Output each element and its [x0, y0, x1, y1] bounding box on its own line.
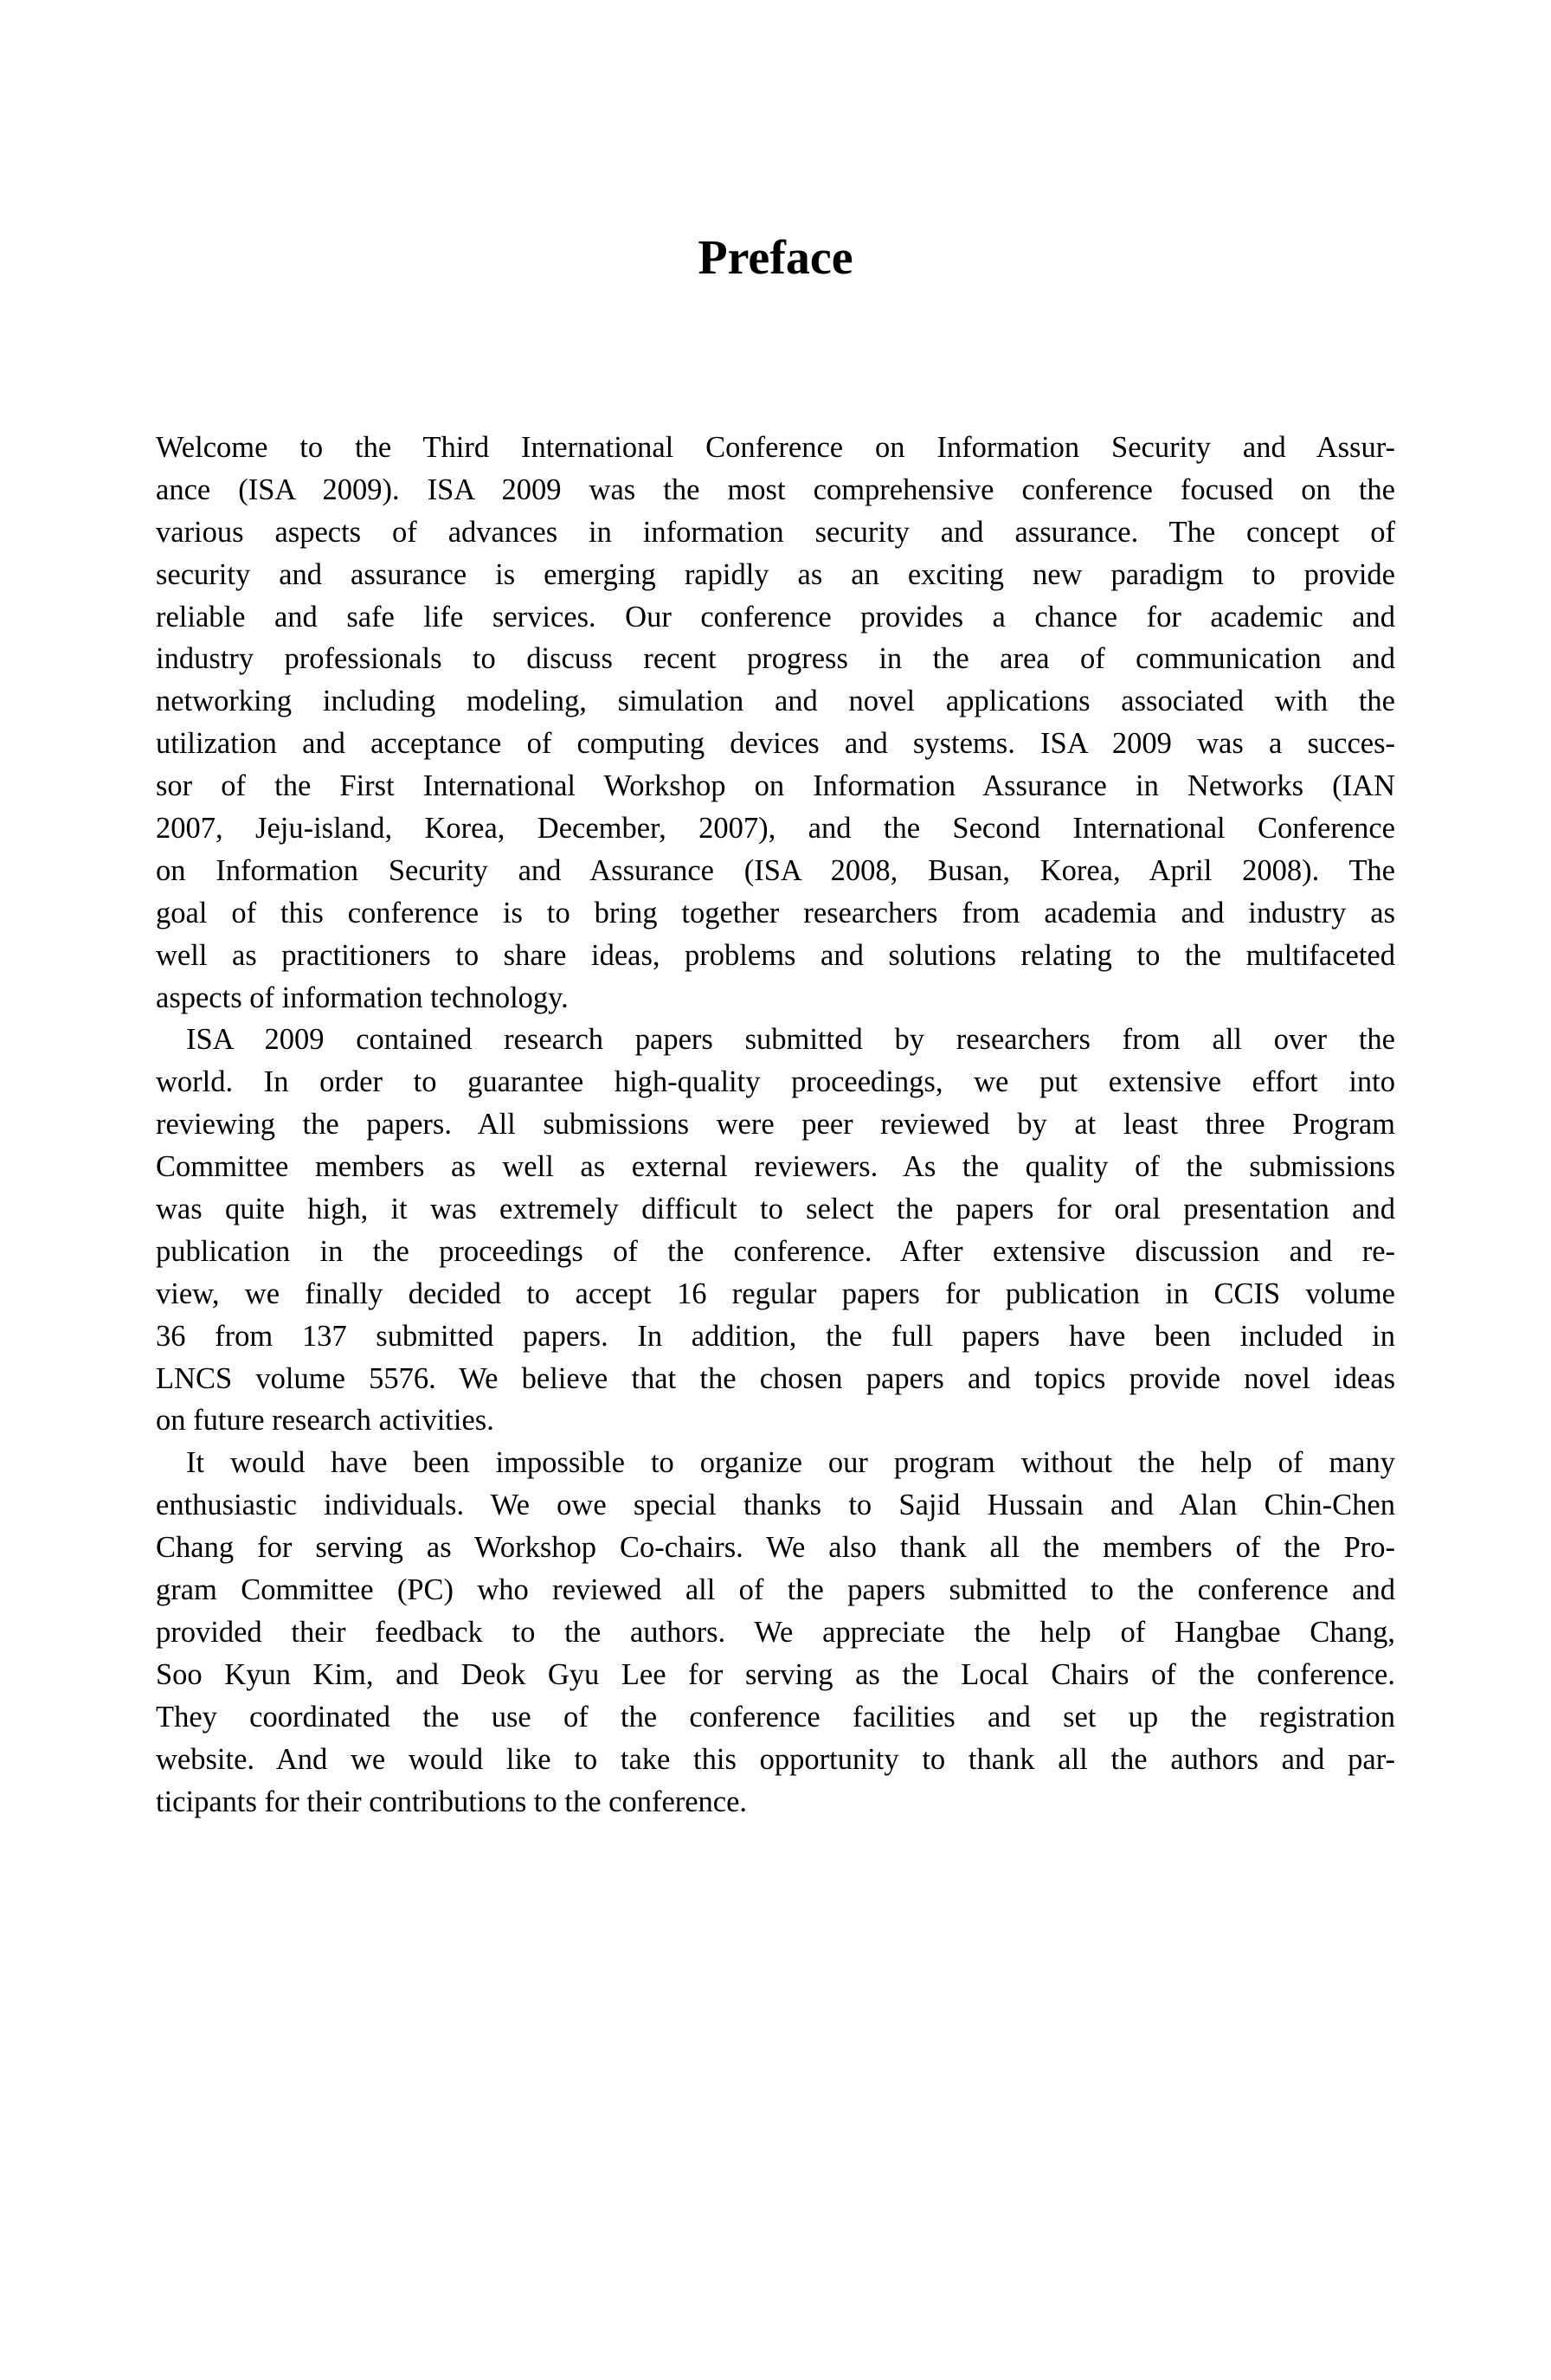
- text-line: 36 from 137 submitted papers. In addition, the full papers have been included in: [156, 1319, 1395, 1353]
- text-line: sor of the First International Workshop on Information Assurance in Networks (IAN: [156, 769, 1395, 803]
- text-line: industry professionals to discuss recent progress in the area of communication and: [156, 642, 1395, 676]
- text-line: world. In order to guarantee high-quality proceedings, we put extensive effort into: [156, 1065, 1395, 1099]
- text-line: LNCS volume 5576. We believe that the chosen papers and topics provide novel ideas: [156, 1361, 1395, 1395]
- paragraph-1: [156, 427, 1395, 1019]
- page-title: Preface: [698, 230, 853, 285]
- text-line: provided their feedback to the authors. We appreciate the help of Hangbae Chang,: [156, 1615, 1395, 1649]
- text-line: reviewing the papers. All submissions were peer reviewed by at least three Program: [156, 1108, 1395, 1142]
- text-line: well as practitioners to share ideas, problems and solutions relating to the multifaceted: [156, 938, 1395, 972]
- text-line: enthusiastic individuals. We owe special thanks to Sajid Hussain and Alan Chin-Chen: [156, 1489, 1395, 1522]
- text-line: utilization and acceptance of computing devices and systems. ISA 2009 was a succes-: [156, 727, 1395, 761]
- text-line: ticipants for their contributions to the conference.: [156, 1785, 748, 1818]
- text-line: goal of this conference is to bring together researchers from academia and industry as: [156, 896, 1395, 929]
- text-line: gram Committee (PC) who reviewed all of the papers submitted to the conference and: [156, 1573, 1395, 1607]
- text-line: Welcome to the Third International Conference on Information Security and Assur-: [156, 431, 1395, 464]
- text-line: Chang for serving as Workshop Co-chairs. We also thank all the members of the Pro-: [156, 1531, 1395, 1565]
- text-line: 2007, Jeju-island, Korea, December, 2007), and the Second International Conference: [156, 812, 1395, 846]
- text-line: ance (ISA 2009). ISA 2009 was the most comprehensive conference focused on the: [156, 473, 1395, 506]
- text-line: website. And we would like to take this opportunity to thank all the authors and par-: [156, 1742, 1395, 1776]
- paragraph-3: [156, 1442, 1395, 1823]
- text-line: view, we finally decided to accept 16 regular papers for publication in CCIS volume: [156, 1277, 1395, 1310]
- text-line: networking including modeling, simulation and novel applications associated with the: [156, 685, 1395, 718]
- paragraph-2: [156, 1019, 1395, 1442]
- text-line: was quite high, it was extremely difficult to select the papers for oral presentation and: [156, 1193, 1395, 1226]
- text-line: ISA 2009 contained research papers submitted by researchers from all over the: [186, 1023, 1395, 1057]
- text-line: It would have been impossible to organize our program without the help of many: [186, 1446, 1395, 1480]
- text-line: reliable and safe life services. Our conference provides a chance for academic and: [156, 600, 1395, 634]
- preface-body: [156, 427, 1395, 1823]
- text-line: security and assurance is emerging rapidly as an exciting new paradigm to provide: [156, 557, 1395, 591]
- text-line: aspects of information technology.: [156, 981, 569, 1014]
- text-line: Committee members as well as external reviewers. As the quality of the submissions: [156, 1150, 1395, 1184]
- text-line: publication in the proceedings of the conference. After extensive discussion and re-: [156, 1234, 1395, 1268]
- text-line: Soo Kyun Kim, and Deok Gyu Lee for serving as the Local Chairs of the conference.: [156, 1657, 1395, 1691]
- text-line: on Information Security and Assurance (ISA 2008, Busan, Korea, April 2008). The: [156, 853, 1395, 887]
- text-line: on future research activities.: [156, 1404, 494, 1438]
- text-line: various aspects of advances in information security and assurance. The concept of: [156, 515, 1395, 549]
- text-line: They coordinated the use of the conference facilities and set up the registration: [156, 1700, 1395, 1734]
